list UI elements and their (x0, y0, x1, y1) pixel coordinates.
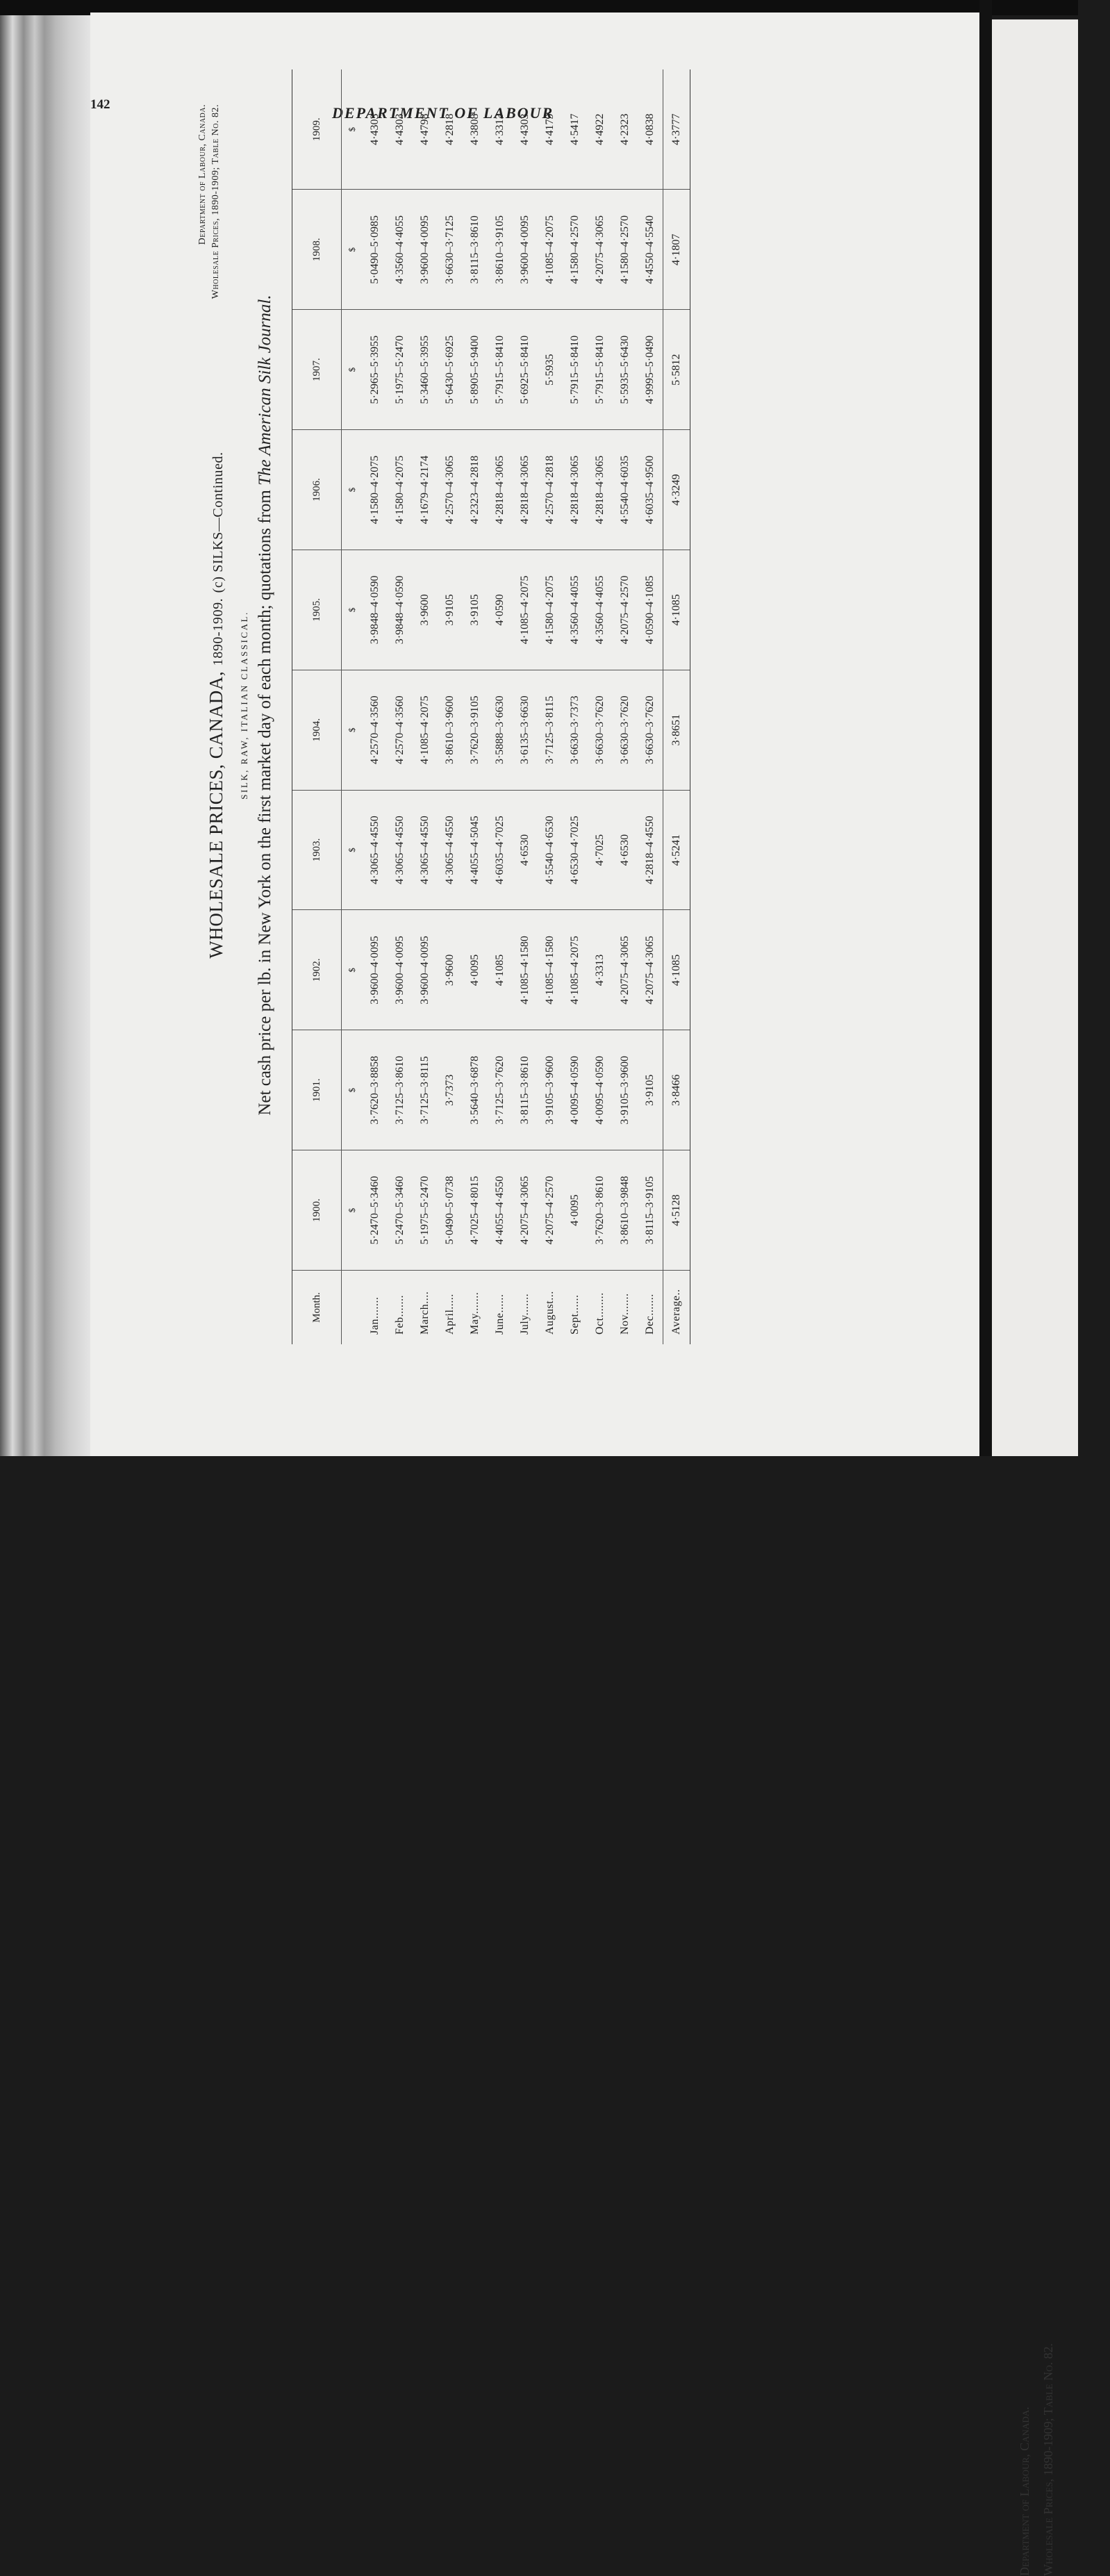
book-binding (0, 0, 90, 1456)
price-cell: 4·2075–4·2570 (538, 1150, 563, 1271)
price-cell: 4·5540–4·6035 (613, 430, 638, 550)
average-value: 5·5812 (663, 310, 690, 430)
month-cell: April..... (444, 1294, 456, 1335)
units-row (342, 69, 363, 1344)
price-cell: 4·5540–4·6530 (538, 790, 563, 910)
price-cell: 3·8610–3·9600 (438, 670, 463, 790)
price-cell: 4·3808 (463, 69, 488, 190)
price-cell: 3·8115–3·8610 (463, 190, 488, 310)
average-value: 4·3249 (663, 430, 690, 550)
price-cell: 4·2818–4·3065 (563, 430, 588, 550)
year-header: 1908. (292, 190, 342, 310)
year-header: 1904. (292, 670, 342, 790)
unit-symbol: $ (342, 310, 363, 430)
price-cell: 4·0590 (488, 550, 513, 670)
year-header: 1900. (292, 1150, 342, 1271)
month-cell: August... (544, 1291, 556, 1335)
price-cell: 4·0590–4·1085 (638, 550, 663, 670)
price-cell: 3·8115–3·8610 (513, 1030, 538, 1150)
unit-symbol: $ (342, 1030, 363, 1150)
price-cell: 4·0095 (563, 1150, 588, 1271)
price-cell: 4·4303 (513, 69, 538, 190)
price-cell: 4·0095–4·0590 (588, 1030, 613, 1150)
price-cell: 4·1085–4·1580 (538, 910, 563, 1030)
price-cell: 4·3560–4·4055 (563, 550, 588, 670)
price-cell: 4·2818–4·3065 (513, 430, 538, 550)
table-note (256, 66, 275, 1344)
table-row (388, 69, 413, 1344)
price-cell: 4·2818–4·3065 (588, 430, 613, 550)
price-cell: 3·7620–3·9105 (463, 670, 488, 790)
price-cell: 5·0490–5·0738 (438, 1150, 463, 1271)
month-cell: July....... (519, 1293, 531, 1335)
price-cell: 3·7125–3·8115 (413, 1030, 438, 1150)
next-page-line1: Department of Labour, Canada. (1018, 2406, 1032, 2576)
price-cell: 3·7620–3·8858 (363, 1030, 388, 1150)
unit-symbol: $ (342, 910, 363, 1030)
price-cell: 3·6630–3·7620 (588, 670, 613, 790)
price-cell: 3·5888–3·6630 (488, 670, 513, 790)
rotated-table-block (196, 66, 877, 1344)
price-cell: 3·7125–3·8115 (538, 670, 563, 790)
table-row (613, 69, 638, 1344)
table-title (206, 66, 227, 1344)
price-cell: 3·9600–4·0095 (513, 190, 538, 310)
price-cell: 4·6035–4·7025 (488, 790, 513, 910)
price-cell: 3·6135–3·6630 (513, 670, 538, 790)
title-years: 1890-1909. (210, 597, 226, 666)
price-cell: 4·4055–4·5045 (463, 790, 488, 910)
price-cell: 4·0095 (463, 910, 488, 1030)
units-blank (342, 1271, 363, 1345)
table-row (588, 69, 613, 1344)
price-cell: 4·3313 (588, 910, 613, 1030)
average-value: 4·5241 (663, 790, 690, 910)
price-cell: 4·7025 (588, 790, 613, 910)
unit-symbol: $ (342, 550, 363, 670)
price-cell: 3·9105–3·9600 (538, 1030, 563, 1150)
month-cell: Sept...... (569, 1294, 581, 1335)
price-cell: 3·9848–4·0590 (388, 550, 413, 670)
price-cell: 4·2075–4·3065 (613, 910, 638, 1030)
price-cell: 3·7125–3·7620 (488, 1030, 513, 1150)
average-label: Average.. (663, 1271, 690, 1345)
month-cell: March.... (419, 1291, 431, 1335)
price-cell: 4·4179 (538, 69, 563, 190)
price-cell: 3·9600 (438, 910, 463, 1030)
year-header: 1909. (292, 69, 342, 190)
price-cell: 3·9105 (638, 1030, 663, 1150)
price-cell: 4·1580–4·2075 (388, 430, 413, 550)
price-cell: 4·1085–4·2075 (538, 190, 563, 310)
price-cell: 4·4303 (388, 69, 413, 190)
price-cell: 3·9600–4·0095 (413, 190, 438, 310)
price-cell: 4·2323–4·2818 (463, 430, 488, 550)
price-cell: 5·6430–5·6925 (438, 310, 463, 430)
year-header: 1905. (292, 550, 342, 670)
price-cell: 3·9600–4·0095 (363, 910, 388, 1030)
unit-symbol: $ (342, 69, 363, 190)
price-cell: 3·7373 (438, 1030, 463, 1150)
price-cell: 4·1580–4·2570 (613, 190, 638, 310)
price-cell: 4·4055–4·4550 (488, 1150, 513, 1271)
price-cell: 4·2570–4·3560 (363, 670, 388, 790)
title-section: (c) SILKS—Continued. (210, 452, 226, 593)
price-cell: 4·0095–4·0590 (563, 1030, 588, 1150)
table-row (463, 69, 488, 1344)
price-cell: 4·3313 (488, 69, 513, 190)
price-cell: 4·1085–4·2075 (513, 550, 538, 670)
price-cell: 5·1975–5·2470 (388, 310, 413, 430)
price-cell: 4·2323 (613, 69, 638, 190)
month-cell: May....... (469, 1291, 481, 1335)
price-cell: 5·2965–5·3955 (363, 310, 388, 430)
price-cell: 4·2818 (438, 69, 463, 190)
price-cell: 4·1580–4·2075 (538, 550, 563, 670)
price-cell: 3·9600 (413, 550, 438, 670)
price-cell: 4·4303 (363, 69, 388, 190)
price-cell: 3·5640–3·6878 (463, 1030, 488, 1150)
price-cell: 5·5935 (538, 310, 563, 430)
month-cell: Nov....... (619, 1293, 631, 1335)
month-cell: Feb....... (394, 1295, 406, 1335)
year-header: 1902. (292, 910, 342, 1030)
note-source: The American Silk Journal. (256, 295, 274, 486)
price-cell: 5·7915–5·8410 (563, 310, 588, 430)
price-cell: 4·2075–4·2570 (613, 550, 638, 670)
price-cell: 5·7915–5·8410 (588, 310, 613, 430)
price-cell: 4·1580–4·2075 (363, 430, 388, 550)
table-row (488, 69, 513, 1344)
price-cell: 4·1085–4·2075 (563, 910, 588, 1030)
month-header: Month. (292, 1271, 342, 1345)
month-cell: Jan....... (369, 1296, 381, 1335)
price-cell: 4·6530 (513, 790, 538, 910)
price-table (292, 69, 690, 1344)
price-cell: 4·5417 (563, 69, 588, 190)
unit-symbol: $ (342, 670, 363, 790)
price-cell: 4·2075–4·3065 (513, 1150, 538, 1271)
price-cell: 4·1679–4·2174 (413, 430, 438, 550)
unit-symbol: $ (342, 430, 363, 550)
month-cell: Oct........ (594, 1292, 606, 1335)
price-cell: 3·6630–3·7620 (613, 670, 638, 790)
price-cell: 3·9105 (463, 550, 488, 670)
price-cell: 3·7125–3·8610 (388, 1030, 413, 1150)
price-cell: 3·8610–3·9105 (488, 190, 513, 310)
table-header-row (292, 69, 342, 1344)
price-cell: 3·6630–3·7620 (638, 670, 663, 790)
price-cell: 3·8610–3·9848 (613, 1150, 638, 1271)
table-reference-line2: Wholesale Prices, 1890-1909; Table No. 82. (210, 104, 221, 299)
price-cell: 4·3065–4·4550 (363, 790, 388, 910)
price-cell: 4·3560–4·4055 (388, 190, 413, 310)
price-cell: 4·2570–4·3065 (438, 430, 463, 550)
price-cell: 4·1085–4·2075 (413, 670, 438, 790)
price-cell: 4·6530–4·7025 (563, 790, 588, 910)
price-cell: 3·7620–3·8610 (588, 1150, 613, 1271)
price-cell: 4·2818–4·4550 (638, 790, 663, 910)
average-row (663, 69, 690, 1344)
price-cell: 3·9600–4·0095 (388, 910, 413, 1030)
price-cell: 3·9600–4·0095 (413, 910, 438, 1030)
page-number: 142 (90, 97, 110, 112)
price-cell: 3·8115–3·9105 (638, 1150, 663, 1271)
next-page-reference (1013, 2326, 1110, 2576)
price-cell: 5·5935–5·6430 (613, 310, 638, 430)
year-header: 1901. (292, 1030, 342, 1150)
price-cell: 4·2818–4·3065 (488, 430, 513, 550)
price-cell: 4·1085–4·1580 (513, 910, 538, 1030)
table-row (363, 69, 388, 1344)
table-subtitle: SILK, RAW, ITALIAN CLASSICAL. (239, 611, 249, 800)
price-cell: 4·2570–4·3560 (388, 670, 413, 790)
average-value: 3·8466 (663, 1030, 690, 1150)
page-gutter (979, 0, 992, 1456)
price-cell: 5·2470–5·3460 (363, 1150, 388, 1271)
price-cell: 4·1580–4·2570 (563, 190, 588, 310)
table-reference-line1: Department of Labour, Canada. (197, 104, 208, 245)
table-row (638, 69, 663, 1344)
unit-symbol: $ (342, 790, 363, 910)
note-text: Net cash price per lb. in New York on the first market day of each month; quotations from (256, 490, 274, 1116)
price-cell: 4·0838 (638, 69, 663, 190)
average-value: 4·1085 (663, 910, 690, 1030)
price-cell: 4·3560–4·4055 (588, 550, 613, 670)
month-cell: June...... (494, 1294, 506, 1335)
year-header: 1907. (292, 310, 342, 430)
price-cell: 5·1975–5·2470 (413, 1150, 438, 1271)
price-cell: 3·9848–4·0590 (363, 550, 388, 670)
price-cell: 4·3065–4·4550 (438, 790, 463, 910)
year-header: 1903. (292, 790, 342, 910)
table-row (438, 69, 463, 1344)
price-cell: 4·6035–4·9500 (638, 430, 663, 550)
average-value: 3·8651 (663, 670, 690, 790)
price-cell: 4·9995–5·0490 (638, 310, 663, 430)
year-header: 1906. (292, 430, 342, 550)
table-row (538, 69, 563, 1344)
price-cell: 3·6630–3·7125 (438, 190, 463, 310)
price-cell: 4·6530 (613, 790, 638, 910)
price-cell: 4·2570–4·2818 (538, 430, 563, 550)
unit-symbol: $ (342, 1150, 363, 1271)
table-row (563, 69, 588, 1344)
running-head: DEPARTMENT OF LABOUR (332, 104, 554, 122)
average-value: 4·3777 (663, 69, 690, 190)
average-value: 4·1085 (663, 550, 690, 670)
price-cell: 3·9105 (438, 550, 463, 670)
price-cell: 4·2075–4·3065 (638, 910, 663, 1030)
price-cell: 5·0490–5·0985 (363, 190, 388, 310)
price-cell: 5·7915–5·8410 (488, 310, 513, 430)
price-cell: 4·3065–4·4550 (413, 790, 438, 910)
price-cell: 4·1085 (488, 910, 513, 1030)
table-row (513, 69, 538, 1344)
price-cell: 4·3065–4·4550 (388, 790, 413, 910)
price-cell: 5·6925–5·8410 (513, 310, 538, 430)
unit-symbol: $ (342, 190, 363, 310)
price-cell: 4·7025–4·8015 (463, 1150, 488, 1271)
price-cell: 4·4550–4·5540 (638, 190, 663, 310)
average-value: 4·1807 (663, 190, 690, 310)
next-page-line2: Wholesale Prices, 1890-1909; Table No. 82. (1041, 2343, 1055, 2576)
price-cell: 5·8905–5·9400 (463, 310, 488, 430)
table-row (413, 69, 438, 1344)
month-cell: Dec....... (644, 1294, 656, 1335)
price-cell: 5·3460–5·3955 (413, 310, 438, 430)
price-cell: 4·2075–4·3065 (588, 190, 613, 310)
price-cell: 4·4922 (588, 69, 613, 190)
average-value: 4·5128 (663, 1150, 690, 1271)
price-cell: 5·2470–5·3460 (388, 1150, 413, 1271)
price-cell: 3·9105–3·9600 (613, 1030, 638, 1150)
price-cell: 4·4798 (413, 69, 438, 190)
price-cell: 3·6630–3·7373 (563, 670, 588, 790)
title-main: WHOLESALE PRICES, CANADA, (206, 670, 226, 959)
next-page-edge (992, 19, 1078, 2576)
